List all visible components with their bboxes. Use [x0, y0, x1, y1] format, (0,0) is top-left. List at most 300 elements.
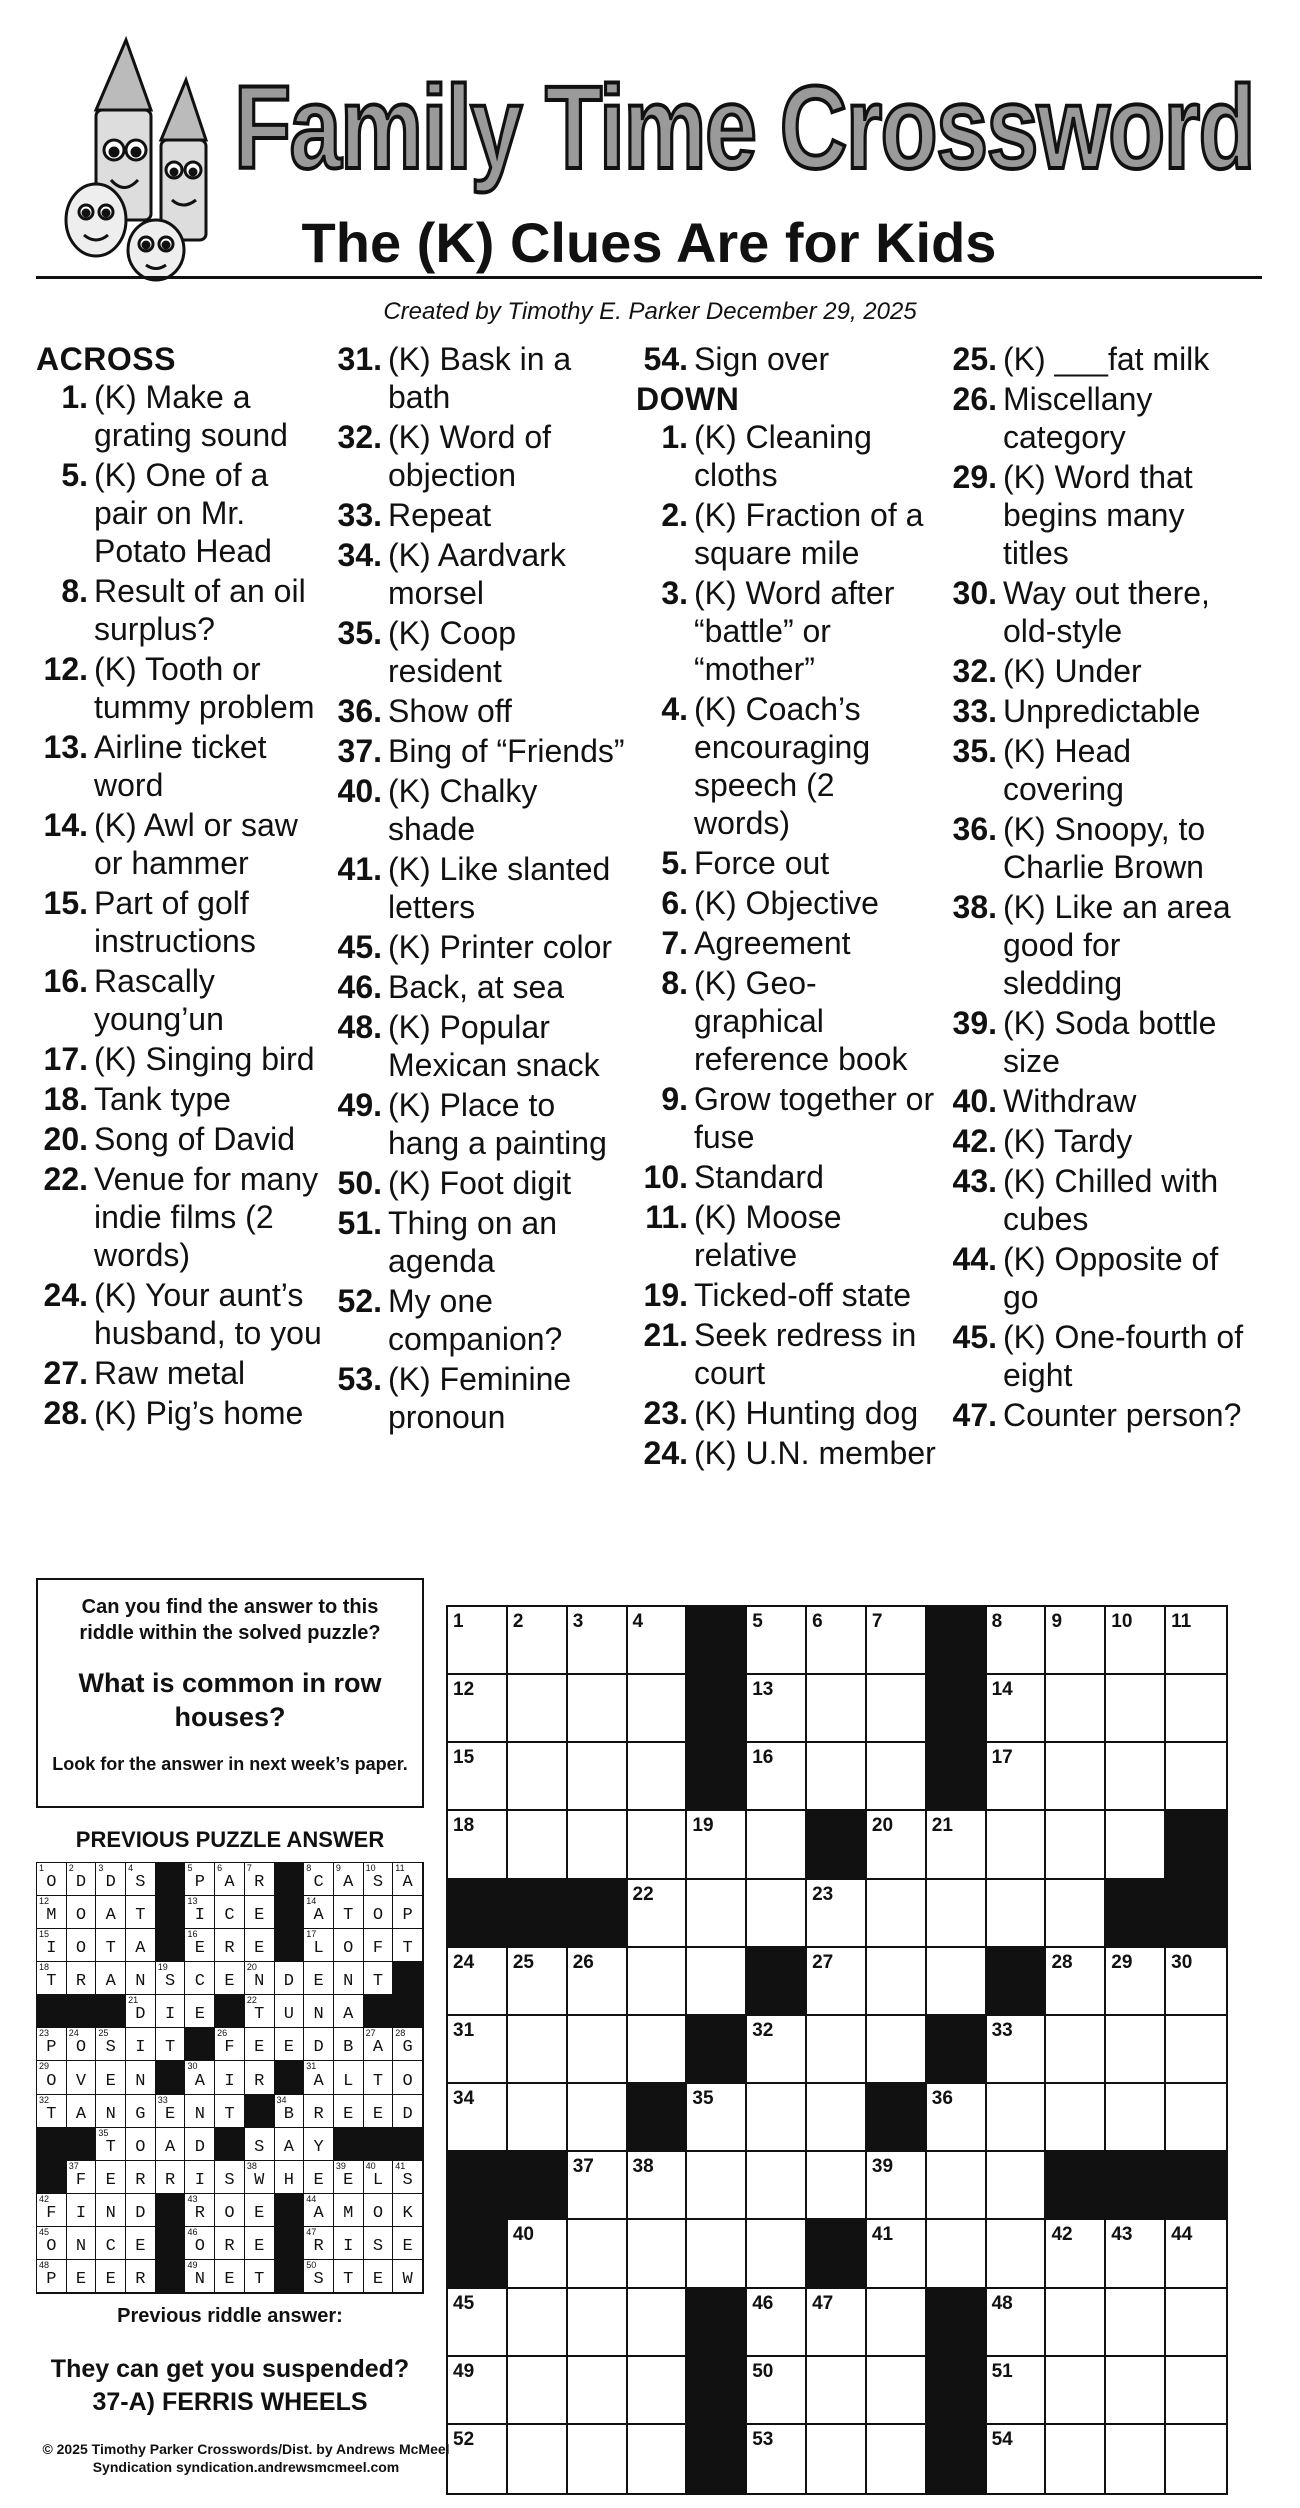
grid-cell[interactable] — [687, 1811, 747, 1879]
grid-cell[interactable] — [747, 2084, 807, 2152]
grid-cell-number: 18 — [453, 1815, 475, 1837]
previous-riddle-answer: 37-A) FERRIS WHEELS — [92, 2388, 368, 2416]
clue-text: Thing on an agenda — [388, 1205, 558, 1279]
grid-cell[interactable] — [687, 1948, 747, 2016]
grid-cell[interactable] — [628, 1675, 688, 1743]
mini-cell — [96, 2028, 126, 2061]
mini-cell-letter: N — [105, 2104, 116, 2124]
grid-cell[interactable] — [1106, 2220, 1166, 2288]
grid-cell-number: 46 — [752, 2292, 774, 2314]
mini-cell-number: 33 — [157, 2094, 168, 2105]
mini-cell-letter: E — [372, 2269, 384, 2289]
grid-cell[interactable] — [987, 2152, 1047, 2220]
grid-cell[interactable] — [448, 2016, 508, 2084]
grid-cell[interactable] — [568, 1607, 628, 1675]
grid-cell[interactable] — [628, 1880, 688, 1948]
grid-cell[interactable] — [568, 2425, 628, 2493]
grid-black-cell — [1166, 1880, 1226, 1948]
mini-cell — [393, 2095, 423, 2128]
mini-cell — [185, 1929, 215, 1962]
clue-text: (K) Make a grating sound — [94, 379, 288, 453]
mini-cell-letter: P — [46, 2269, 57, 2289]
mini-cell-number: 48 — [39, 2259, 50, 2270]
grid-cell[interactable] — [687, 1880, 747, 1948]
mini-cell — [185, 2161, 215, 2194]
grid-cell[interactable] — [1106, 2289, 1166, 2357]
grid-cell[interactable] — [1046, 2289, 1106, 2357]
grid-cell[interactable] — [568, 1948, 628, 2016]
grid-cell[interactable] — [1046, 2084, 1106, 2152]
mini-cell — [185, 2227, 215, 2260]
mini-cell-number: 43 — [187, 2193, 198, 2204]
mini-cell-number: 23 — [39, 2028, 50, 2039]
grid-cell[interactable] — [747, 1743, 807, 1811]
mini-cell-letter: U — [283, 2005, 294, 2025]
grid-cell[interactable] — [508, 1675, 568, 1743]
grid-cell[interactable] — [568, 2357, 628, 2425]
grid-cell[interactable] — [448, 2084, 508, 2152]
grid-cell[interactable] — [987, 2220, 1047, 2288]
grid-cell[interactable] — [508, 2357, 568, 2425]
grid-cell[interactable] — [1106, 1675, 1166, 1743]
grid-cell[interactable] — [628, 2220, 688, 2288]
mini-cell — [67, 1929, 97, 1962]
mini-cell — [393, 2260, 423, 2293]
mini-cell — [126, 2128, 156, 2161]
clue-text: Way out there, old-style — [1003, 575, 1210, 649]
mini-cell-letter: T — [372, 1972, 384, 1992]
clue-number: 5. — [61, 457, 88, 493]
grid-cell[interactable] — [1046, 2220, 1106, 2288]
grid-cell[interactable] — [807, 1880, 867, 1948]
grid-cell[interactable] — [867, 2357, 927, 2425]
clue-text: Standard — [694, 1159, 824, 1195]
grid-cell[interactable] — [687, 2220, 747, 2288]
mini-cell-number: 27 — [365, 2028, 376, 2039]
mini-cell — [364, 1863, 394, 1896]
mini-cell-letter: L — [372, 2170, 384, 2190]
mini-cell-letter: A — [372, 2038, 384, 2058]
grid-cell[interactable] — [807, 2016, 867, 2084]
grid-cell[interactable] — [807, 2084, 867, 2152]
mini-cell-letter: N — [254, 1972, 265, 1992]
grid-cell[interactable] — [747, 2425, 807, 2493]
grid-cell[interactable] — [508, 1607, 568, 1675]
grid-cell[interactable] — [867, 1880, 927, 1948]
grid-cell[interactable] — [568, 1743, 628, 1811]
grid-cell[interactable] — [628, 1743, 688, 1811]
mini-cell — [364, 2161, 394, 2194]
mini-black-cell — [37, 2161, 67, 2194]
grid-cell-number: 11 — [1171, 1611, 1192, 1632]
mini-cell-number: 7 — [246, 1863, 252, 1873]
logo — [226, 50, 1262, 200]
mini-cell — [126, 1896, 156, 1929]
mini-cell-letter: S — [372, 1873, 384, 1893]
grid-cell[interactable] — [1106, 1743, 1166, 1811]
mini-cell — [96, 1929, 126, 1962]
grid-cell[interactable] — [448, 1743, 508, 1811]
grid-cell[interactable] — [987, 1675, 1047, 1743]
mini-cell — [304, 1995, 334, 2028]
mini-cell-letter: C — [224, 1906, 235, 1926]
grid-cell-number: 19 — [692, 1815, 714, 1837]
clue-text: (K) Word of objection — [388, 419, 551, 493]
grid-cell[interactable] — [1106, 2084, 1166, 2152]
mini-cell — [334, 2260, 364, 2293]
grid-cell[interactable] — [1046, 1743, 1106, 1811]
clue-item — [636, 964, 936, 1078]
clue-item — [36, 962, 326, 1038]
grid-black-cell — [1166, 1811, 1226, 1879]
grid-cell[interactable] — [508, 1743, 568, 1811]
mini-cell-letter: W — [254, 2170, 265, 2190]
grid-cell[interactable] — [628, 2016, 688, 2084]
grid-cell[interactable] — [1046, 2357, 1106, 2425]
mini-cell-letter: E — [254, 2236, 265, 2256]
mini-cell — [245, 2028, 275, 2061]
grid-cell-number: 2 — [512, 1611, 524, 1632]
clue-item — [636, 1394, 936, 1432]
mini-cell — [334, 2061, 364, 2094]
grid-cell-number: 20 — [871, 1815, 894, 1837]
grid-cell[interactable] — [1106, 2016, 1166, 2084]
clue-item — [36, 650, 326, 726]
grid-cell[interactable] — [747, 2016, 807, 2084]
grid-cell[interactable] — [448, 1675, 508, 1743]
grid-cell[interactable] — [747, 2152, 807, 2220]
mini-cell — [304, 2161, 334, 2194]
clue-text: Show off — [388, 693, 512, 729]
clue-item — [330, 692, 630, 730]
mini-cell — [215, 2161, 245, 2194]
mini-cell — [37, 1929, 67, 1962]
grid-cell[interactable] — [807, 2425, 867, 2493]
mini-cell — [364, 1962, 394, 1995]
grid-cell[interactable] — [628, 2357, 688, 2425]
grid-cell[interactable] — [1166, 2084, 1226, 2152]
mini-cell-letter: E — [254, 1939, 265, 1959]
grid-cell[interactable] — [508, 2425, 568, 2493]
clue-number: 24. — [643, 1435, 688, 1471]
mini-cell — [67, 1962, 97, 1995]
grid-cell-number: 37 — [572, 2156, 594, 2178]
clue-text: (K) Objective — [694, 885, 879, 921]
clue-item — [330, 850, 630, 926]
grid-cell[interactable] — [987, 2425, 1047, 2493]
grid-black-cell — [867, 2084, 927, 2152]
mini-cell-letter: D — [105, 1873, 116, 1893]
grid-cell[interactable] — [508, 1811, 568, 1879]
clue-column-2 — [330, 340, 630, 1438]
clue-number: 7. — [661, 925, 688, 961]
clue-text: (K) Chalky shade — [388, 773, 538, 847]
grid-cell[interactable] — [1166, 1675, 1226, 1743]
grid-cell[interactable] — [987, 2016, 1047, 2084]
grid-cell[interactable] — [807, 2152, 867, 2220]
mini-cell — [334, 1929, 364, 1962]
grid-cell[interactable] — [1046, 1880, 1106, 1948]
grid-cell-number: 17 — [991, 1747, 1013, 1769]
mini-cell-letter: I — [224, 2071, 235, 2091]
mini-cell — [67, 2194, 97, 2227]
grid-cell[interactable] — [1046, 1607, 1106, 1675]
mini-cell — [37, 1962, 67, 1995]
grid-cell[interactable] — [747, 1607, 807, 1675]
grid-cell[interactable] — [1166, 1607, 1226, 1675]
grid-cell[interactable] — [568, 2152, 628, 2220]
clue-item — [330, 1164, 630, 1202]
mini-black-cell — [364, 2128, 394, 2161]
mini-cell — [304, 2227, 334, 2260]
grid-cell[interactable] — [568, 2016, 628, 2084]
clue-number: 43. — [952, 1163, 997, 1199]
mini-cell-number: 39 — [335, 2160, 346, 2171]
grid-cell[interactable] — [508, 2016, 568, 2084]
mini-cell-letter: V — [75, 2071, 87, 2091]
grid-cell[interactable] — [747, 2289, 807, 2357]
grid-cell[interactable] — [628, 1948, 688, 2016]
mini-cell-letter: E — [224, 1972, 235, 1992]
clue-item — [36, 1120, 326, 1158]
clue-text: (K) Coop resident — [388, 615, 517, 689]
grid-cell[interactable] — [807, 1607, 867, 1675]
clue-number: 4. — [661, 691, 688, 727]
grid-cell[interactable] — [1106, 2425, 1166, 2493]
clue-number: 52. — [337, 1283, 382, 1319]
grid-cell[interactable] — [867, 2152, 927, 2220]
grid-cell[interactable] — [1166, 2425, 1226, 2493]
mini-black-cell — [156, 1929, 186, 1962]
clue-item — [330, 418, 630, 494]
grid-cell[interactable] — [747, 1811, 807, 1879]
grid-cell[interactable] — [628, 1811, 688, 1879]
clue-item — [330, 340, 630, 416]
grid-cell[interactable] — [987, 2289, 1047, 2357]
mini-cell-letter: R — [224, 1939, 235, 1959]
mini-cell — [126, 1863, 156, 1896]
mini-cell — [215, 2095, 245, 2128]
grid-cell-number: 32 — [752, 2019, 774, 2041]
grid-cell[interactable] — [807, 1675, 867, 1743]
clue-text: (K) Hunting dog — [694, 1395, 919, 1431]
grid-cell[interactable] — [628, 2289, 688, 2357]
grid-cell[interactable] — [1046, 1811, 1106, 1879]
mini-cell-letter: S — [372, 2236, 384, 2256]
grid-cell[interactable] — [747, 2357, 807, 2425]
mini-black-cell — [96, 1995, 126, 2028]
grid-cell[interactable] — [927, 1880, 987, 1948]
grid-cell[interactable] — [1166, 2220, 1226, 2288]
grid-cell-number: 51 — [991, 2360, 1013, 2382]
clue-text: Grow together or fuse — [694, 1081, 935, 1155]
grid-cell[interactable] — [568, 2220, 628, 2288]
mini-cell-letter: T — [105, 1939, 116, 1959]
grid-cell[interactable] — [867, 1948, 927, 2016]
grid-cell[interactable] — [568, 2084, 628, 2152]
grid-cell[interactable] — [927, 1948, 987, 2016]
mini-cell — [275, 2095, 305, 2128]
grid-cell-number: 43 — [1111, 2224, 1133, 2246]
mini-cell-number: 20 — [246, 1962, 257, 1973]
grid-cell[interactable] — [568, 1811, 628, 1879]
grid-cell-number: 36 — [931, 2088, 953, 2110]
previous-riddle-question: They can get you suspended? — [50, 2355, 410, 2383]
grid-black-cell — [448, 2152, 508, 2220]
grid-cell[interactable] — [987, 1743, 1047, 1811]
mini-cell — [364, 2260, 394, 2293]
grid-cell[interactable] — [1046, 1948, 1106, 2016]
clue-number: 8. — [61, 573, 88, 609]
grid-cell[interactable] — [987, 2357, 1047, 2425]
clue-number: 12. — [43, 651, 88, 687]
clue-number: 17. — [43, 1041, 88, 1077]
grid-cell[interactable] — [867, 1675, 927, 1743]
mini-cell-letter: O — [75, 1939, 87, 1959]
grid-cell[interactable] — [568, 2289, 628, 2357]
mini-cell-number: 3 — [98, 1863, 104, 1873]
grid-cell[interactable] — [867, 2425, 927, 2493]
grid-cell[interactable] — [687, 2152, 747, 2220]
grid-cell[interactable] — [448, 2357, 508, 2425]
across-heading: ACROSS — [36, 341, 176, 377]
grid-cell[interactable] — [1106, 2357, 1166, 2425]
grid-cell[interactable] — [807, 2357, 867, 2425]
mini-cell-number: 16 — [187, 1929, 198, 1940]
grid-cell[interactable] — [867, 1743, 927, 1811]
grid-cell[interactable] — [867, 1811, 927, 1879]
mini-cell-letter: T — [135, 1906, 146, 1926]
grid-cell[interactable] — [1166, 1948, 1226, 2016]
grid-black-cell — [927, 2357, 987, 2425]
grid-cell[interactable] — [448, 1948, 508, 2016]
mini-cell-letter: D — [135, 2005, 146, 2025]
grid-cell[interactable] — [867, 2016, 927, 2084]
mini-cell-letter: C — [194, 1972, 205, 1992]
clue-number: 15. — [43, 885, 88, 921]
grid-cell[interactable] — [747, 1880, 807, 1948]
grid-cell-number: 23 — [812, 1883, 834, 1905]
grid-cell[interactable] — [1106, 1811, 1166, 1879]
mini-cell — [393, 1929, 423, 1962]
grid-cell[interactable] — [508, 2220, 568, 2288]
clue-text: (K) Awl or saw or hammer — [94, 807, 298, 881]
grid-cell[interactable] — [628, 2152, 688, 2220]
mini-cell — [126, 2227, 156, 2260]
mini-cell-letter: O — [46, 2071, 57, 2091]
grid-cell[interactable] — [927, 2220, 987, 2288]
grid-cell[interactable] — [987, 2084, 1047, 2152]
grid-cell[interactable] — [807, 2289, 867, 2357]
clue-text: (K) Cleaning cloths — [694, 419, 872, 493]
grid-cell[interactable] — [987, 1880, 1047, 1948]
grid-cell[interactable] — [628, 2425, 688, 2493]
grid-cell[interactable] — [927, 1811, 987, 1879]
grid-cell[interactable] — [568, 1675, 628, 1743]
grid-cell[interactable] — [1166, 2289, 1226, 2357]
mini-cell — [245, 1863, 275, 1896]
grid-cell[interactable] — [1166, 2357, 1226, 2425]
grid-cell[interactable] — [448, 1607, 508, 1675]
grid-cell[interactable] — [628, 1607, 688, 1675]
clue-number: 1. — [61, 379, 88, 415]
mini-cell — [96, 2260, 126, 2293]
clue-column-1 — [36, 340, 326, 1434]
clue-text: (K) Printer color — [388, 929, 613, 965]
grid-black-cell — [687, 2425, 747, 2493]
grid-black-cell — [807, 1811, 867, 1879]
mini-cell — [126, 2161, 156, 2194]
grid-cell[interactable] — [867, 2220, 927, 2288]
mini-cell-letter: A — [105, 1906, 116, 1926]
mini-cell-letter: T — [254, 2005, 265, 2025]
grid-cell[interactable] — [448, 2425, 508, 2493]
mini-cell-letter: R — [135, 2170, 146, 2190]
grid-cell[interactable] — [867, 2289, 927, 2357]
mini-cell-letter: F — [46, 2203, 57, 2223]
grid-cell[interactable] — [1106, 1607, 1166, 1675]
grid-cell[interactable] — [747, 1675, 807, 1743]
mini-cell — [185, 1896, 215, 1929]
clue-item — [330, 1008, 630, 1084]
grid-cell[interactable] — [687, 2084, 747, 2152]
grid-cell[interactable] — [927, 2084, 987, 2152]
grid-cell[interactable] — [508, 2084, 568, 2152]
grid-cell-number: 52 — [453, 2428, 475, 2450]
grid-cell[interactable] — [987, 1811, 1047, 1879]
mini-cell — [67, 2061, 97, 2094]
grid-cell[interactable] — [987, 1607, 1047, 1675]
grid-cell[interactable] — [508, 1948, 568, 2016]
clue-item — [945, 1162, 1245, 1238]
grid-cell[interactable] — [508, 2289, 568, 2357]
mini-cell-letter: N — [194, 2104, 205, 2124]
mini-cell-number: 45 — [39, 2226, 50, 2237]
mini-cell-letter: L — [343, 2071, 354, 2091]
grid-cell-number: 41 — [871, 2224, 894, 2246]
mini-black-cell — [37, 1995, 67, 2028]
grid-cell[interactable] — [1046, 1675, 1106, 1743]
clue-number: 47. — [952, 1397, 997, 1433]
grid-cell[interactable] — [927, 2152, 987, 2220]
clue-text: Airline ticket word — [94, 729, 267, 803]
clue-text: (K) Your aunt’s husband, to you — [94, 1277, 322, 1351]
grid-cell[interactable] — [867, 1607, 927, 1675]
mini-cell — [96, 1896, 126, 1929]
grid-cell[interactable] — [807, 1743, 867, 1811]
grid-cell[interactable] — [448, 1811, 508, 1879]
grid-cell[interactable] — [1106, 1948, 1166, 2016]
clue-item — [636, 844, 936, 882]
mini-cell-letter: M — [343, 2203, 354, 2223]
clue-item — [636, 418, 936, 494]
mini-cell-letter: A — [75, 2104, 87, 2124]
grid-cell[interactable] — [1166, 2016, 1226, 2084]
grid-cell-number: 53 — [752, 2428, 774, 2450]
clue-item — [636, 1080, 936, 1156]
grid-cell[interactable] — [1046, 2016, 1106, 2084]
grid-cell[interactable] — [747, 2220, 807, 2288]
clue-number: 24. — [43, 1277, 88, 1313]
grid-cell[interactable] — [807, 1948, 867, 2016]
mini-cell — [37, 2061, 67, 2094]
grid-cell[interactable] — [1166, 1743, 1226, 1811]
mini-cell-letter: I — [135, 2038, 146, 2058]
grid-cell[interactable] — [448, 2289, 508, 2357]
clue-number: 3. — [661, 575, 688, 611]
mini-cell — [37, 2260, 67, 2293]
grid-cell[interactable] — [1046, 2425, 1106, 2493]
